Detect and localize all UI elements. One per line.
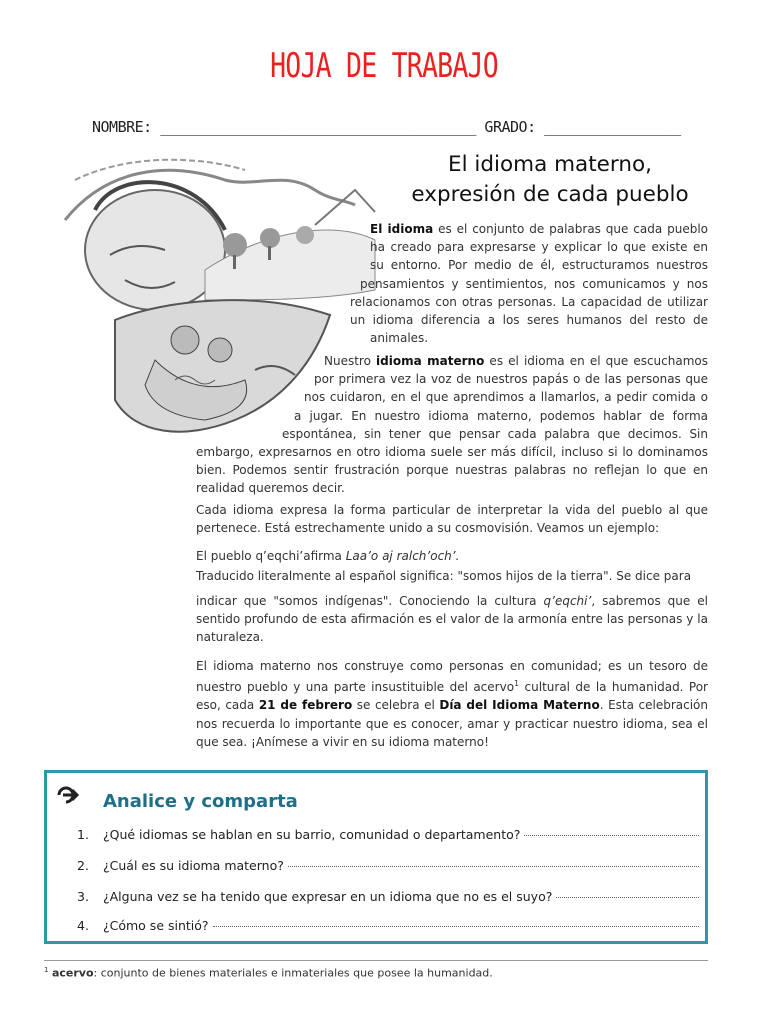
answer-line[interactable] [213,925,699,927]
question-text: ¿Qué idiomas se hablan en su barrio, comunidad o departamento? [103,827,521,842]
paragraph-1 [310,220,708,352]
footnote-ref: 1 [514,679,520,689]
paragraph-7 [196,657,708,751]
article-heading-line-1: El idioma materno, [448,152,652,177]
paragraph-4-text: El pueblo q’eqchi’afirma [196,549,346,563]
paragraph-6-text: , sabremos que el sentido profundo de esta afirmación es el valor de la armonía entre las personas y la naturaleza. [196,594,708,645]
answer-line[interactable] [288,865,699,867]
footnote [44,966,493,980]
paragraph-1-text: es el conjunto de palabras que cada pueblo ha creado para expresarse y explicar lo que existe en su entorno. Por medio de él, estructuramos nuestros pensamientos y sentimientos, nos comunicamos y nos relacionamos con otras personas. La capacidad de utilizar un idioma diferencia a los seres humanos del resto de animales. [350,222,708,346]
footnote-divider [44,960,708,961]
arrow-circle-icon [57,785,79,809]
paragraph-5: Traducido literalmente al español significa: "somos hijos de la tierra". Se dice para [196,569,692,583]
question-number: 3. [77,889,89,904]
article-heading-line-2: expresión de cada pueblo [411,182,689,207]
paragraph-2-start: Nuestro [324,354,377,368]
footnote-term: acervo [51,966,94,980]
grade-label: GRADO: [484,118,536,136]
article-heading [390,150,710,210]
paragraph-7-c: se celebra el [352,698,440,713]
question-2 [77,858,699,873]
qeqchi-phrase: Laa’o aj ralch’och’. [345,549,460,563]
paragraph-2 [196,352,708,498]
paragraph-7-d: . Esta celebración nos recuerda lo importante que es conocer, amar y practicar nuestro idioma, sea el que sea. ¡Anímese a vivir en su idioma materno! [196,698,709,749]
question-3 [77,889,699,904]
answer-line[interactable] [524,834,699,836]
question-4 [77,918,699,933]
date-bold: 21 de febrero [258,698,353,713]
student-info-line [92,118,692,136]
question-text: ¿Alguna vez se ha tenido que expresar en un idioma que no es el suyo? [103,889,553,904]
term-idioma: El idioma [370,222,434,236]
footnote-number: 1 [44,966,49,974]
name-label: NOMBRE: [92,118,152,136]
grade-field[interactable]: ________________ [544,118,681,136]
paragraph-7-b: cultural de la humanidad. Por eso, cada [196,680,708,713]
paragraph-3: Cada idioma expresa la forma particular de interpretar la vida del pueblo al que pertenece. Está estrechamente unido a su cosmovisión. Veamos un ejemplo: [196,503,708,536]
question-number: 2. [77,858,89,873]
footnote-definition: : conjunto de bienes materiales e inmateriales que posee la humanidad. [93,966,493,980]
question-number: 4. [77,918,89,933]
question-1 [77,827,699,842]
paragraph-2-text: es el idioma en el que escuchamos por primera vez la voz de nuestros papás o de las personas que nos cuidaron, en el que aprendimos a llamarlos, a pedir comida o a jugar. En nuestro idioma materno, podemos hablar de forma espontánea, sin tener que pensar cada palabra que decimos. Sin embargo, expresarnos en otro idioma suele ser más difícil, incluso si lo dominamos bien. Podemos sentir frustración porque nuestras palabras no reflejan lo que en realidad queremos decir. [196,354,708,496]
paragraph-6-start: indicar que "somos indígenas". Conociendo la cultura [196,594,544,608]
activity-title: Analice y comparta [103,791,298,812]
question-text: ¿Cuál es su idioma materno? [103,858,284,873]
qeqchi-word: q’eqchi’ [543,594,592,608]
paragraph-7-a: El idioma materno nos construye como personas en comunidad; es un tesoro de nuestro pueblo y una parte insustituible del acervo [196,659,708,695]
celebration-bold: Día del Idioma Materno [439,698,600,713]
worksheet-title: HOJA DE TRABAJO [270,46,498,86]
question-number: 1. [77,827,89,842]
answer-line[interactable] [556,896,699,898]
paragraph-6 [196,592,708,647]
question-text: ¿Cómo se sintió? [103,918,209,933]
term-idioma-materno: idioma materno [376,354,485,368]
name-field[interactable]: _____________________________________ [160,118,476,136]
activity-box [44,770,708,944]
paragraph-4 [196,547,708,565]
